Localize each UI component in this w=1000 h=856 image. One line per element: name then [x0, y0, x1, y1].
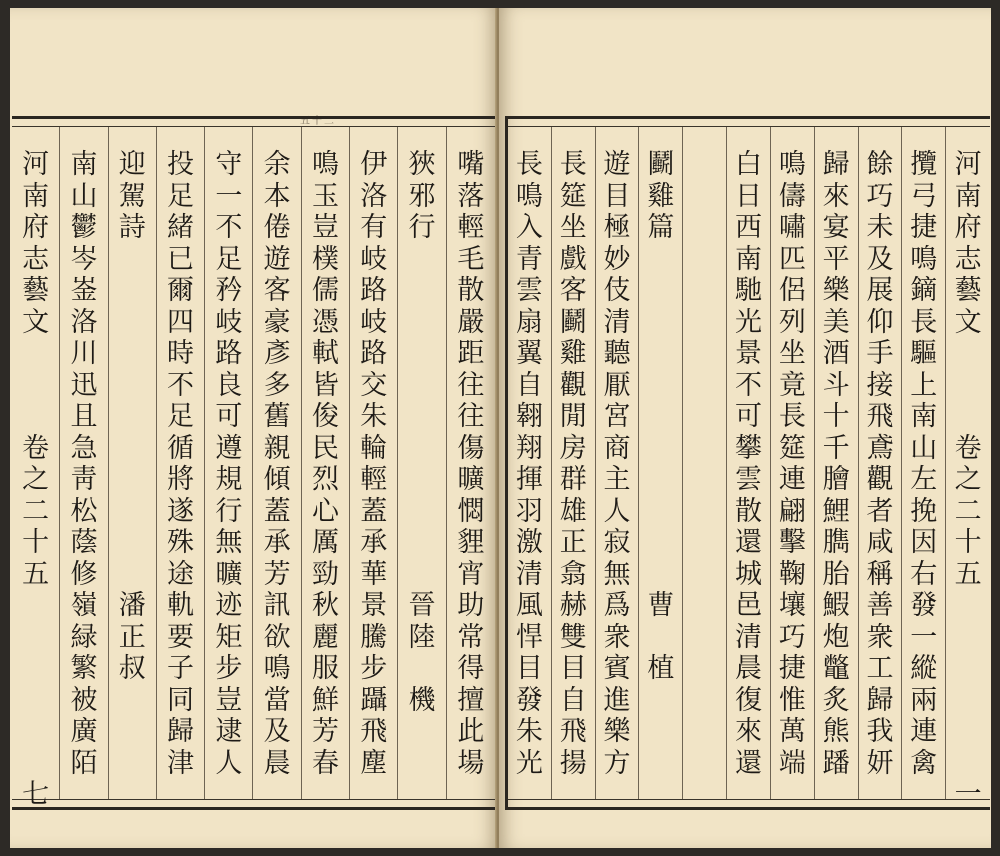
margin-note: 五十二 — [300, 116, 336, 127]
text-column: 伊 洛 有 岐 路 岐 路 交 朱 輪 輕 蓋 承 華 景 騰 步 躡 飛 塵 — [350, 127, 398, 799]
text-column: 投 足 緒 已 爾 四 時 不 足 循 將 遂 殊 途 軌 要 子 同 歸 津 — [157, 127, 205, 799]
text-column: 嘴 落 輕 毛 散 嚴 距 往 往 傷 曠 㦖 貍 宵 助 常 得 擅 此 場 — [457, 149, 485, 779]
text-column: 長 筵 坐 戲 客 鬬 雞 觀 閒 房 群 雄 正 翕 赫 雙 目 自 飛 揚 — [552, 127, 596, 799]
text-column: 長 鳴 入 青 雲 扇 翼 自 翱 翔 揮 羽 激 清 風 悍 目 發 朱 光 — [508, 127, 552, 799]
text-column — [683, 127, 727, 799]
left-text-block — [12, 126, 495, 810]
text-column: 鳴 玉 豈 樸 儒 憑 軾 皆 俊 民 烈 心 厲 勁 秋 麗 服 鮮 芳 春 — [302, 127, 350, 799]
text-column: 鳴 儔 嘯 匹 侶 列 坐 竟 長 筵 連 翩 擊 鞠 壤 巧 捷 惟 萬 端 — [771, 127, 815, 799]
left-page-frame — [12, 116, 497, 810]
text-column: 河 南 府 志 藝 文 卷 之 二 十 五 七 — [12, 127, 60, 799]
right-page-frame — [505, 116, 990, 810]
text-column: 餘 巧 未 及 展 仰 手 接 飛 鳶 觀 者 咸 稱 善 衆 工 歸 我 妍 — [859, 127, 903, 799]
text-column: 攬 弓 捷 鳴 鏑 長 驅 上 南 山 左 挽 因 右 發 一 縱 兩 連 禽 — [902, 127, 946, 799]
text-column: 河 南 府 志 藝 文 卷 之 二 十 五 一 — [954, 149, 982, 810]
text-column: 歸 來 宴 平 樂 美 酒 斗 十 千 膾 鯉 臇 胎 鰕 炮 鼈 炙 熊 蹯 — [815, 127, 859, 799]
right-page — [499, 8, 991, 848]
text-column: 南 山 鬱 岑 崟 洛 川 迅 且 急 靑 松 蔭 修 嶺 緑 繁 被 廣 陌 — [60, 127, 108, 799]
text-column: 迎 駕 詩 潘 正 叔 — [109, 127, 157, 799]
text-column: 鬬 雞 篇 曹 植 — [639, 127, 683, 799]
text-column: 余 本 倦 遊 客 豪 彥 多 舊 親 傾 蓋 承 芳 訊 欲 鳴 當 及 晨 — [254, 127, 302, 799]
text-column: 狹 邪 行 晉 陸 機 — [398, 127, 446, 799]
right-text-block — [508, 126, 990, 810]
left-page — [10, 8, 497, 848]
text-column: 遊 目 極 妙 伎 清 聽 厭 宮 商 主 人 寂 無 爲 衆 賓 進 樂 方 — [596, 127, 640, 799]
text-column: 守 一 不 足 矜 岐 路 良 可 遵 規 行 無 曠 迹 矩 步 豈 逮 人 — [205, 127, 253, 799]
text-column: 白 日 西 南 馳 光 景 不 可 攀 雲 散 還 城 邑 清 晨 復 來 還 — [727, 127, 771, 799]
